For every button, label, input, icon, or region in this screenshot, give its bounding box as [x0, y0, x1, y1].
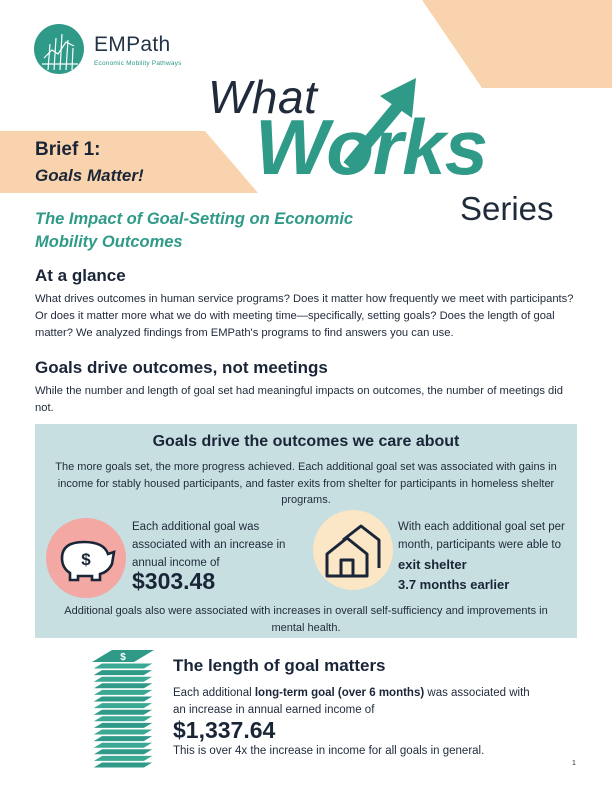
brand-name: EMPath — [94, 33, 171, 56]
panel-heading: Goals drive the outcomes we care about — [152, 433, 460, 450]
glance-heading: At a glance — [35, 266, 126, 285]
piggy-bank-icon — [46, 518, 126, 598]
length-amount: $1,337.64 — [173, 717, 276, 743]
glance-paragraph: What drives outcomes in human service programs? Does it matter how frequently we meet with participants? Or does it matter more what we do with meeting time—specifically, setting goals? Does the length of goal matter? We analyzed findings from EMPath's programs to find answers you can use. — [35, 293, 574, 340]
shelter-stat-lead: With each additional goal set per month, participants were able to — [398, 521, 565, 551]
panel-paragraph: The more goals set, the more progress achieved. Each additional goal set was associated with gains in income for stably housed participants, and faster exits from shelter for participants in homeless shelter programs. — [55, 461, 557, 506]
svg-text:$: $ — [81, 550, 91, 569]
length-footer: This is over 4x the increase in income for all goals in general. — [173, 745, 485, 757]
empath-logo-icon — [34, 24, 84, 74]
page-number: 1 — [572, 760, 576, 767]
series-title-series: Series — [460, 190, 554, 227]
panel-footer: Additional goals also were associated with increases in overall self-sufficiency and improvements in mental health. — [64, 605, 548, 634]
brief-number: Brief 1: — [35, 139, 101, 160]
svg-text:$: $ — [120, 652, 126, 663]
goals-outcomes-paragraph: While the number and length of goal set had meaningful impacts on outcomes, the number of meetings did not. — [35, 385, 563, 415]
goals-outcomes-heading: Goals drive outcomes, not meetings — [35, 358, 328, 377]
income-stat-text: Each additional goal was associated with an increase in annual income of — [132, 521, 286, 569]
house-icon — [313, 510, 393, 590]
decorative-peach-band-top — [422, 0, 612, 88]
length-heading: The length of goal matters — [173, 656, 386, 675]
income-stat-amount: $303.48 — [132, 568, 216, 594]
brief-title: Goals Matter! — [35, 166, 144, 185]
length-paragraph — [173, 685, 543, 720]
series-title-works: Works — [255, 103, 487, 191]
length-text-pre: Each additional — [173, 687, 252, 699]
money-stack-icon — [88, 648, 158, 774]
length-text-post: was associated with an increase in annual earned income of — [173, 687, 530, 717]
length-text-bold: long-term goal (over 6 months) — [254, 687, 425, 699]
document-subtitle: The Impact of Goal-Setting on Economic Mobility Outcomes — [35, 210, 354, 251]
shelter-stat-exit: exit shelter — [398, 556, 467, 572]
brand-tagline: Economic Mobility Pathways — [94, 60, 182, 67]
series-title-what: What — [208, 71, 318, 123]
shelter-stat-months: 3.7 months earlier — [398, 577, 510, 593]
shelter-stat-text — [398, 519, 573, 596]
